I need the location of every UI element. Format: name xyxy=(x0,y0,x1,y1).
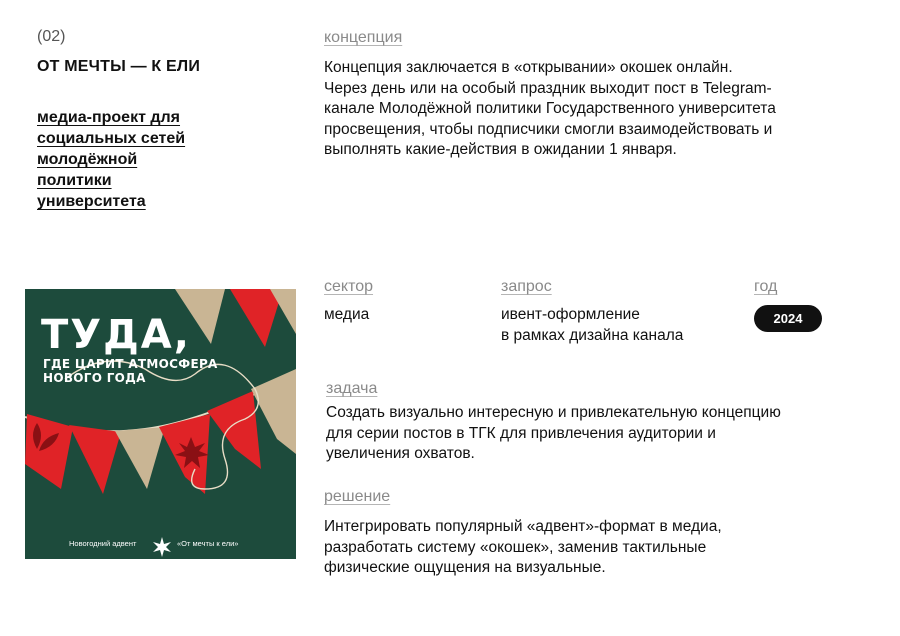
concept-line: Концепция заключается в «открывании» окошек онлайн. xyxy=(324,59,733,76)
request-value xyxy=(501,305,741,346)
subtitle-line: молодёжной xyxy=(37,151,138,168)
solution-line: разработать систему «окошек», заменив тактильные xyxy=(324,538,707,556)
solution-text xyxy=(324,517,884,579)
request-label: запрос xyxy=(501,278,552,295)
poster-footer-right: «От мечты к ели» xyxy=(177,539,239,548)
task-line: для серии постов в ТГК для привлечения аудитории и xyxy=(326,424,716,442)
task-text xyxy=(326,403,886,465)
subtitle-line: университета xyxy=(37,193,146,210)
task-label: задача xyxy=(326,380,378,397)
poster-subline-1: ГДЕ ЦАРИТ АТМОСФЕРА xyxy=(43,357,218,371)
sector-value: медиа xyxy=(324,306,370,323)
solution-label: решение xyxy=(324,488,391,505)
poster-footer-left: Новогодний адвент xyxy=(69,539,137,548)
subtitle-line: политики xyxy=(37,172,112,189)
poster-subline-2: НОВОГО ГОДА xyxy=(43,371,146,385)
concept-line: канале Молодёжной политики Государственного университета xyxy=(324,100,776,117)
concept-label: концепция xyxy=(324,29,403,46)
project-title: ОТ МЕЧТЫ — К ЕЛИ xyxy=(37,58,201,75)
subtitle-line: социальных сетей xyxy=(37,130,186,147)
task-line: увеличения охватов. xyxy=(326,445,475,462)
year-badge: 2024 xyxy=(754,305,822,332)
poster-image xyxy=(25,289,296,559)
concept-line: выполнять какие-действия в ожидании 1 января. xyxy=(324,141,677,158)
sector-label: сектор xyxy=(324,278,374,295)
concept-line: просвещения, чтобы подписчики смогли взаимодействовать и xyxy=(324,120,773,138)
solution-line: физические ощущения на визуальные. xyxy=(324,559,606,576)
request-line: ивент-оформление xyxy=(501,306,640,323)
concept-line: Через день или на особый праздник выходит пост в Telegram- xyxy=(324,79,772,97)
task-line: Создать визуально интересную и привлекательную концепцию xyxy=(326,404,781,421)
concept-text xyxy=(324,58,884,161)
request-line: в рамках дизайна канала xyxy=(501,326,684,344)
year-label: год xyxy=(754,278,778,295)
subtitle-line: медиа-проект для xyxy=(37,109,181,126)
project-number: (02) xyxy=(37,28,66,45)
solution-line: Интегрировать популярный «адвент»-формат в медиа, xyxy=(324,518,722,535)
poster-headline: ТУДА, xyxy=(41,312,191,358)
project-subtitle xyxy=(37,107,227,212)
